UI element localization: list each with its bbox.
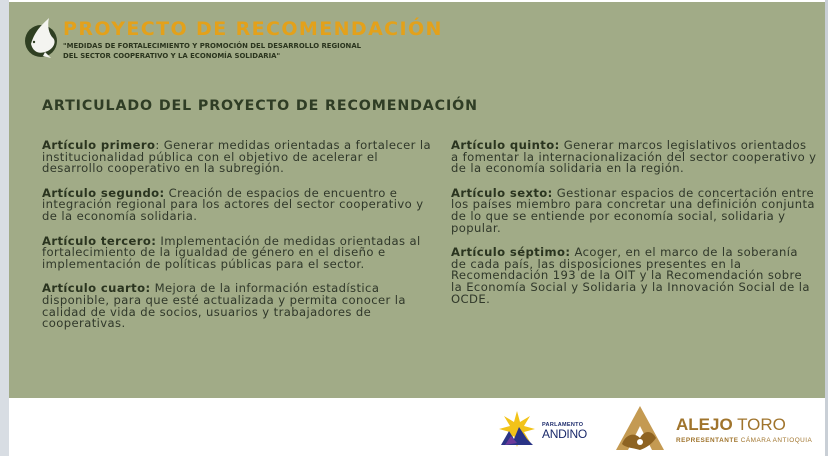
- article-segundo: [42, 185, 436, 223]
- parlamento-andino-wordmark: [542, 422, 587, 441]
- articles-left-column: [42, 140, 436, 343]
- project-title: PROYECTO DE RECOMENDACIÓN: [63, 18, 443, 40]
- article-heading: Artículo tercero:: [42, 233, 157, 248]
- alejo-first-name: ALEJO: [676, 415, 733, 434]
- article-heading: Artículo segundo:: [42, 185, 165, 200]
- article-tercero: [42, 233, 436, 271]
- parlamento-label: PARLAMENTO: [542, 422, 584, 428]
- article-text: Generar marcos legislativos orientados a fomentar la internacionalización del sector cooperativo y de la economía solidaria en la región.: [451, 138, 817, 176]
- parlamento-andino-logo: [497, 409, 537, 449]
- role-label: REPRESENTANTE: [676, 437, 739, 444]
- article-text: Implementación de medidas orientadas al fortalecimiento de la igualdad de género en el diseño e implementación de políticas públicas para el sector.: [42, 233, 421, 271]
- article-cuarto: [42, 283, 436, 329]
- article-text: Creación de espacios de encuentro e integración regional para los actores del sector cooperativo y de la economía solidaria.: [42, 185, 424, 223]
- alejo-toro-name: [676, 415, 786, 435]
- article-text: Acoger, en el marco de la soberanía de cada país, las disposiciones presentes en la Recomendación 193 de la OIT y la Recomendación sobre la Economía Social y Solidaria y la Innovación Social de la OCDE.: [451, 245, 810, 306]
- article-heading: Artículo quinto:: [451, 138, 560, 152]
- article-heading: Artículo primero: [42, 138, 156, 152]
- project-subtitle-line1: "MEDIDAS DE FORTALECIMIENTO Y PROMOCIÓN DEL DESARROLLO REGIONAL: [63, 42, 362, 50]
- dove-icon: [23, 14, 63, 60]
- alejo-toro-logo: [612, 404, 668, 454]
- articles-right-column: [451, 140, 817, 318]
- alejo-last-name: TORO: [732, 415, 786, 434]
- article-heading: Artículo sexto:: [451, 185, 553, 200]
- alejo-toro-role: [676, 437, 812, 444]
- article-text: Gestionar espacios de concertación entre los países miembro para concretar una definición conjunta de lo que se entiende por economía social, solidaria y popular.: [451, 185, 815, 235]
- andino-label: ANDINO: [542, 427, 587, 441]
- section-title: ARTICULADO DEL PROYECTO DE RECOMENDACIÓN: [42, 98, 478, 114]
- project-subtitle-line2: DEL SECTOR COOPERATIVO Y LA ECONOMÍA SOLIDARIA": [63, 52, 281, 60]
- article-quinto: [451, 140, 817, 175]
- article-text: : Generar medidas orientadas a fortalecer la institucionalidad pública con el objetivo de acelerar el desarrollo cooperativo en la subregión.: [42, 138, 432, 176]
- article-heading: Artículo cuarto:: [42, 281, 151, 296]
- project-subtitle: [63, 41, 423, 61]
- article-sexto: [451, 185, 817, 235]
- article-primero: [42, 140, 436, 175]
- article-septimo: [451, 247, 817, 305]
- article-text: Mejora de la información estadística disponible, para que esté actualizada y permita conocer la calidad de vida de socios, usuarios y trabajadores de cooperativas.: [42, 281, 406, 331]
- article-heading: Artículo séptimo:: [451, 245, 571, 260]
- role-rest: CÁMARA ANTIOQUIA: [738, 437, 813, 444]
- left-frame-border: [0, 0, 9, 456]
